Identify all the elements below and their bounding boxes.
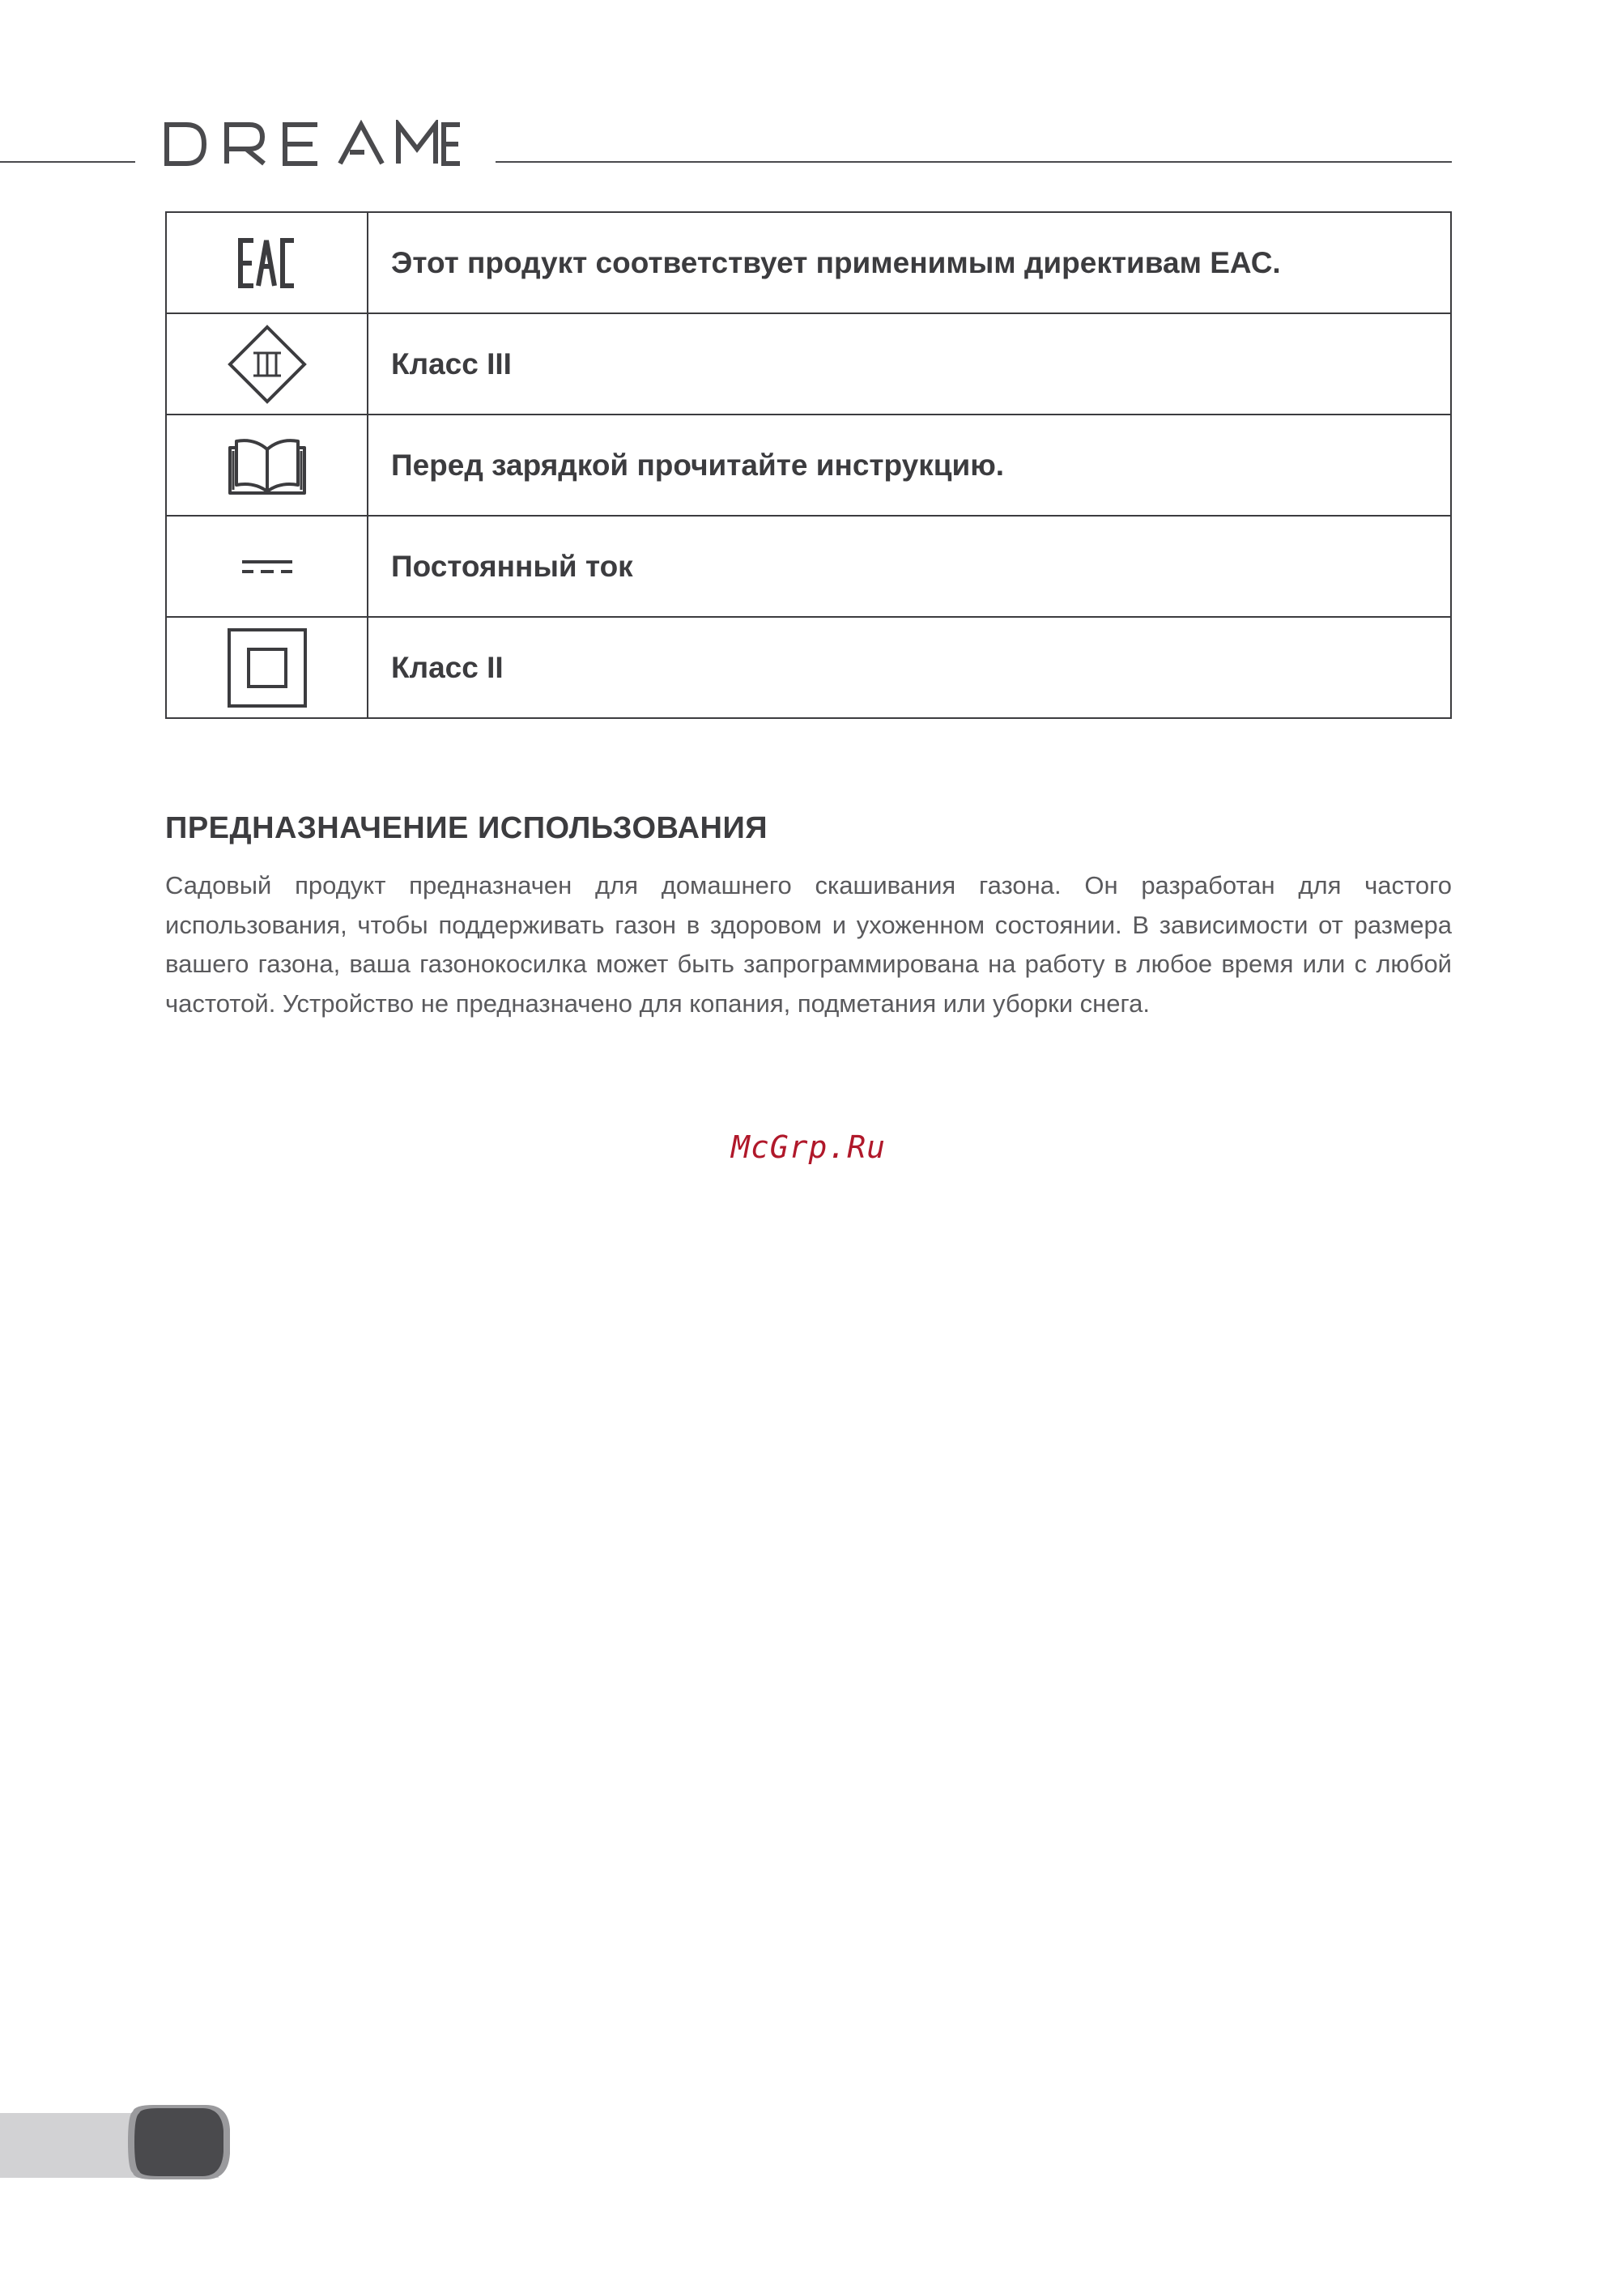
table-row (166, 516, 1451, 617)
watermark-link[interactable]: McGrp.Ru (730, 1129, 887, 1165)
dreame-logo (162, 120, 463, 168)
icon-cell (166, 415, 368, 516)
symbol-description: Постоянный ток (368, 516, 1451, 617)
icon-cell (166, 617, 368, 718)
header-rule-right (496, 161, 1452, 163)
symbols-table (165, 211, 1452, 719)
class-ii-double-square-icon (227, 627, 308, 708)
eac-mark-icon (237, 237, 297, 289)
table-row (166, 212, 1451, 313)
class-iii-diamond-icon (227, 324, 308, 405)
page-tab-icon (121, 2105, 231, 2181)
section-title: ПРЕДНАЗНАЧЕНИЕ ИСПОЛЬЗОВАНИЯ (165, 811, 768, 845)
table-row (166, 617, 1451, 718)
icon-cell (166, 212, 368, 313)
symbol-description: Перед зарядкой прочитайте инструкцию. (368, 415, 1451, 516)
table-row (166, 415, 1451, 516)
symbol-description: Этот продукт соответствует применимым директивам ЕАС. (368, 212, 1451, 313)
icon-cell (166, 313, 368, 415)
symbol-description: Класс III (368, 313, 1451, 415)
section-body: Садовый продукт предназначен для домашнего скашивания газона. Он разработан для частого использования, чтобы поддерживать газон в здоровом и ухоженном состоянии. В зависимости от размера вашего газона, ваша газонокосилка может быть запрограммирована на работу в любое время или с любой частотой. Устройство не предназначено для копания, подметания или уборки снега. (165, 871, 1452, 1018)
open-book-icon (225, 435, 309, 496)
icon-cell (166, 516, 368, 617)
table-row (166, 313, 1451, 415)
direct-current-icon (240, 558, 294, 576)
symbol-description: Класс II (368, 617, 1451, 718)
header-rule-left (0, 161, 135, 163)
